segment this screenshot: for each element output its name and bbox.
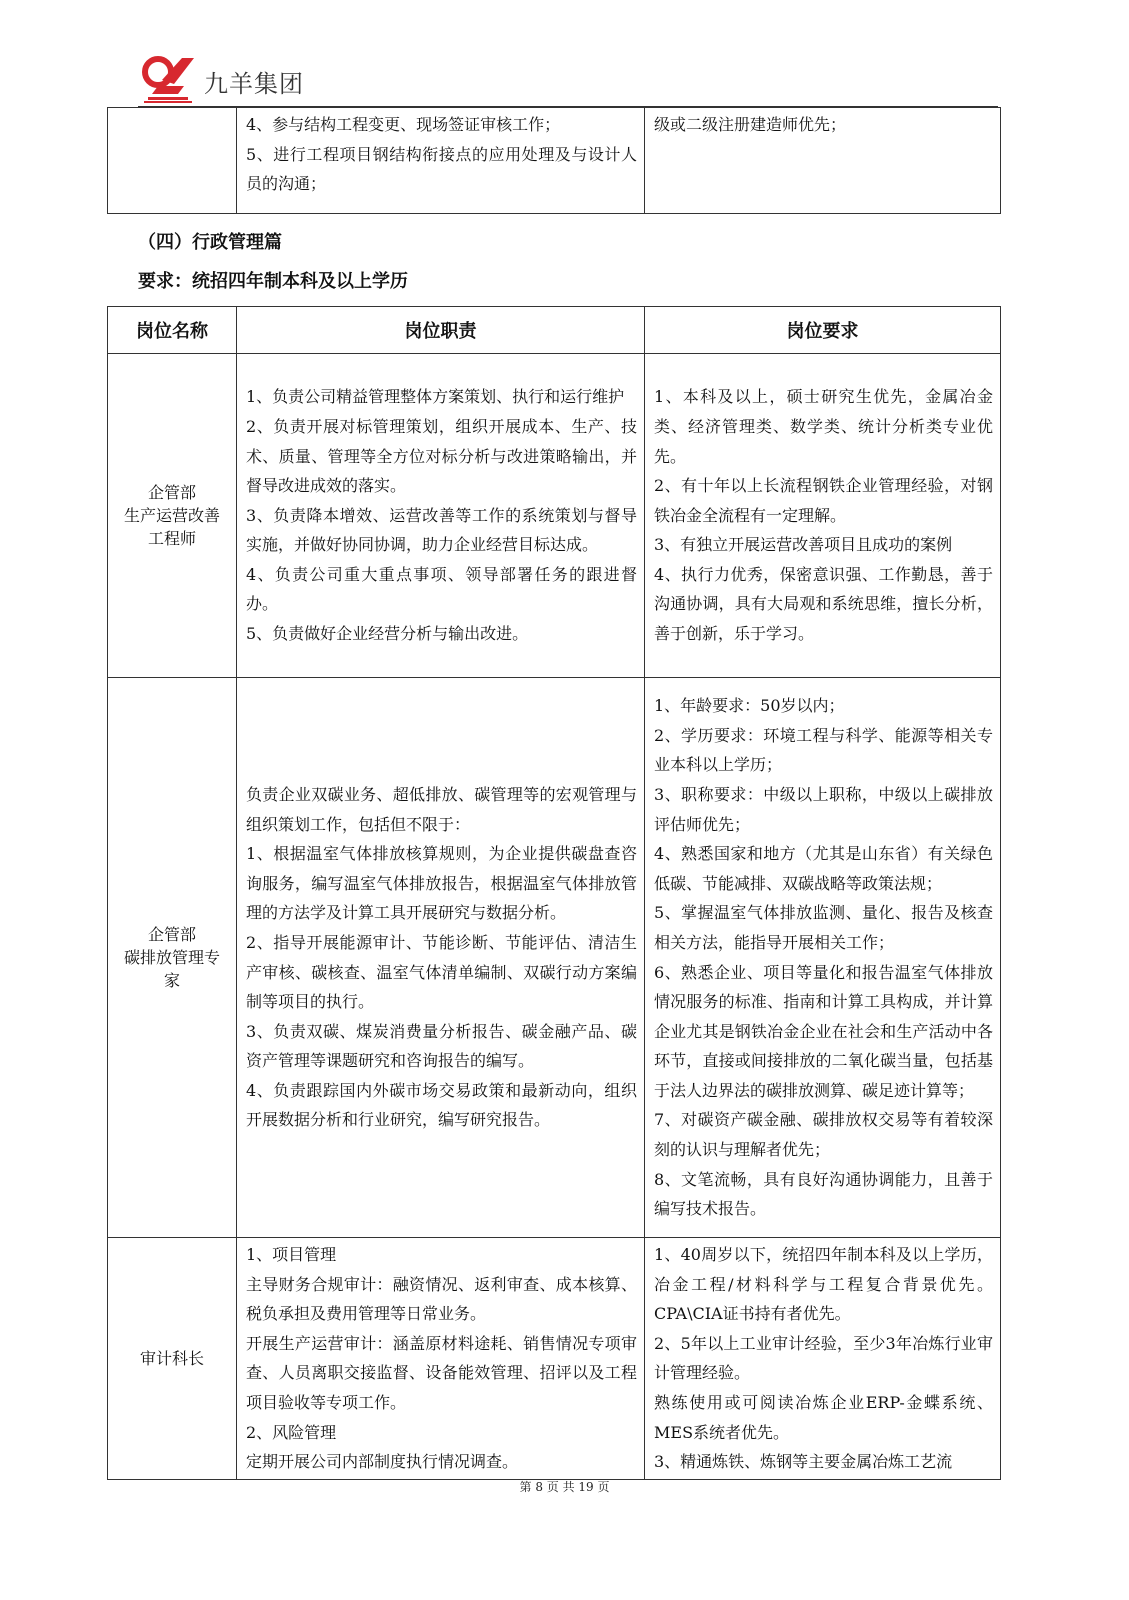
requirement-item: 1、本科及以上，硕士研究生优先，金属冶金类、经济管理类、数学类、统计分析类专业优先。: [654, 387, 993, 466]
duty-item: 主导财务合规审计：融资情况、返利审查、成本核算、税负承担及费用管理等日常业务。: [246, 1274, 637, 1324]
duty-item: 1、负责公司精益管理整体方案策划、执行和运行维护: [246, 387, 625, 407]
position-name-line: 企管部: [147, 483, 196, 502]
requirement-line: 级或二级注册建造师优先；: [654, 115, 847, 134]
duty-item: 4、负责跟踪国内外碳市场交易政策和最新动向，组织开展数据分析和行业研究，编写研究报告。: [246, 1080, 637, 1130]
position-name-line: 工程师: [147, 529, 196, 548]
brand-name: 九羊集团: [204, 70, 304, 98]
position-name-cell: [108, 1238, 237, 1480]
continued-table: [107, 107, 1001, 214]
requirement-item: 熟练使用或可阅读冶炼企业ERP-金蝶系统、MES系统者优先。: [654, 1392, 993, 1442]
requirement-item: 6、熟悉企业、项目等量化和报告温室气体排放情况服务的标准、指南和计算工具构成，并计算企业尤其是钢铁冶金企业在社会和生产活动中各环节，直接或间接排放的二氧化碳当量，包括基于法人边界法的碳排放测算、碳足迹计算等；: [654, 962, 993, 1100]
jiuyang-logo-icon: [138, 50, 202, 104]
duty-item: 5、负责做好企业经营分析与输出改进。: [246, 624, 529, 644]
duty-item: 负责企业双碳业务、超低排放、碳管理等的宏观管理与组织策划工作，包括但不限于：: [246, 784, 637, 834]
duty-item: 2、指导开展能源审计、节能诊断、节能评估、清洁生产审核、碳核查、温室气体清单编制、双碳行动方案编制等项目的执行。: [246, 932, 637, 1012]
table-row: [108, 678, 1001, 1238]
requirement-item: 4、熟悉国家和地方（尤其是山东省）有关绿色低碳、节能减排、双碳战略等政策法规；: [654, 844, 993, 893]
header-position-name: 岗位名称: [108, 307, 237, 354]
continued-requirements-cell: [645, 108, 1001, 214]
section-requirement: 要求：统招四年制本科及以上学历: [138, 271, 408, 292]
requirement-item: 2、有十年以上长流程钢铁企业管理经验，对钢铁冶金全流程有一定理解。: [654, 476, 993, 525]
requirement-item: 3、精通炼铁、炼钢等主要金属冶炼工艺流: [654, 1452, 953, 1472]
duty-item: 开展生产运营审计：涵盖原材料途耗、销售情况专项审查、人员离职交接监督、设备能效管理、招评以及工程项目验收等专项工作。: [246, 1333, 637, 1412]
table-row: [108, 1238, 1001, 1480]
header-position-requirements: 岗位要求: [645, 307, 1001, 354]
position-name-line: 家: [163, 971, 180, 990]
continued-duties-cell: [237, 108, 645, 214]
continued-name-cell: [108, 108, 237, 214]
requirement-item: 3、有独立开展运营改善项目且成功的案例: [654, 535, 953, 555]
requirement-item: 1、40周岁以下，统招四年制本科及以上学历，冶金工程/材料科学与工程复合背景优先。CPA\CIA证书持有者优先。: [654, 1245, 993, 1324]
duty-item: 2、风险管理: [246, 1422, 337, 1442]
page-header: [138, 50, 998, 108]
position-name-line: 审计科长: [139, 1348, 204, 1368]
requirement-item: 7、对碳资产碳金融、碳排放权交易等有着较深刻的认识与理解者优先；: [654, 1110, 993, 1160]
header-position-duties: 岗位职责: [237, 307, 645, 354]
requirements-cell: [645, 1238, 1001, 1480]
duties-cell: [237, 354, 645, 678]
position-name-cell: [108, 678, 237, 1238]
duty-item: 定期开展公司内部制度执行情况调查。: [246, 1452, 519, 1472]
table-row: [108, 354, 1001, 678]
requirement-item: 2、5年以上工业审计经验，至少3年冶炼行业审计管理经验。: [654, 1333, 993, 1383]
requirements-cell: [645, 678, 1001, 1238]
duty-line: 4、参与结构工程变更、现场签证审核工作；: [246, 115, 561, 134]
position-name-cell: [108, 354, 237, 678]
requirement-item: 4、执行力优秀，保密意识强、工作勤恳，善于沟通协调，具有大局观和系统思维，擅长分析，善于创新，乐于学习。: [654, 564, 993, 644]
duty-item: 3、负责双碳、煤炭消费量分析报告、碳金融产品、碳资产管理等课题研究和咨询报告的编写。: [246, 1021, 637, 1071]
duties-cell: [237, 1238, 645, 1480]
requirements-cell: [645, 354, 1001, 678]
duty-item: 2、负责开展对标管理策划，组织开展成本、生产、技术、质量、管理等全方位对标分析与改进策略输出，并督导改进成效的落实。: [246, 416, 637, 496]
section-title: （四）行政管理篇: [138, 232, 282, 253]
requirement-item: 8、文笔流畅，具有良好沟通协调能力，且善于编写技术报告。: [654, 1169, 993, 1219]
position-name-line: 碳排放管理专: [123, 948, 220, 967]
duties-cell: [237, 678, 645, 1238]
position-name-line: 企管部: [147, 925, 196, 944]
page-number: 第 8 页 共 19 页: [519, 1480, 610, 1494]
requirement-item: 2、学历要求：环境工程与科学、能源等相关专业本科以上学历；: [654, 725, 993, 775]
duty-item: 3、负责降本增效、运营改善等工作的系统策划与督导实施，并做好协同协调，助力企业经营目标达成。: [246, 505, 637, 555]
requirement-item: 1、年龄要求：50岁以内；: [654, 696, 845, 716]
duty-item: 4、负责公司重大重点事项、领导部署任务的跟进督办。: [246, 564, 637, 614]
position-name-line: 生产运营改善: [123, 506, 220, 525]
duty-item: 1、项目管理: [246, 1245, 337, 1264]
requirement-item: 3、职称要求：中级以上职称，中级以上碳排放评估师优先；: [654, 784, 993, 834]
duty-line: 5、进行工程项目钢结构衔接点的应用处理及与设计人员的沟通；: [246, 144, 637, 194]
requirement-item: 5、掌握温室气体排放监测、量化、报告及核查相关方法，能指导开展相关工作；: [654, 903, 993, 952]
positions-table: [107, 306, 1001, 1480]
duty-item: 1、根据温室气体排放核算规则，为企业提供碳盘查咨询服务，编写温室气体排放报告，根据温室气体排放管理的方法学及计算工具开展研究与数据分析。: [246, 844, 637, 923]
